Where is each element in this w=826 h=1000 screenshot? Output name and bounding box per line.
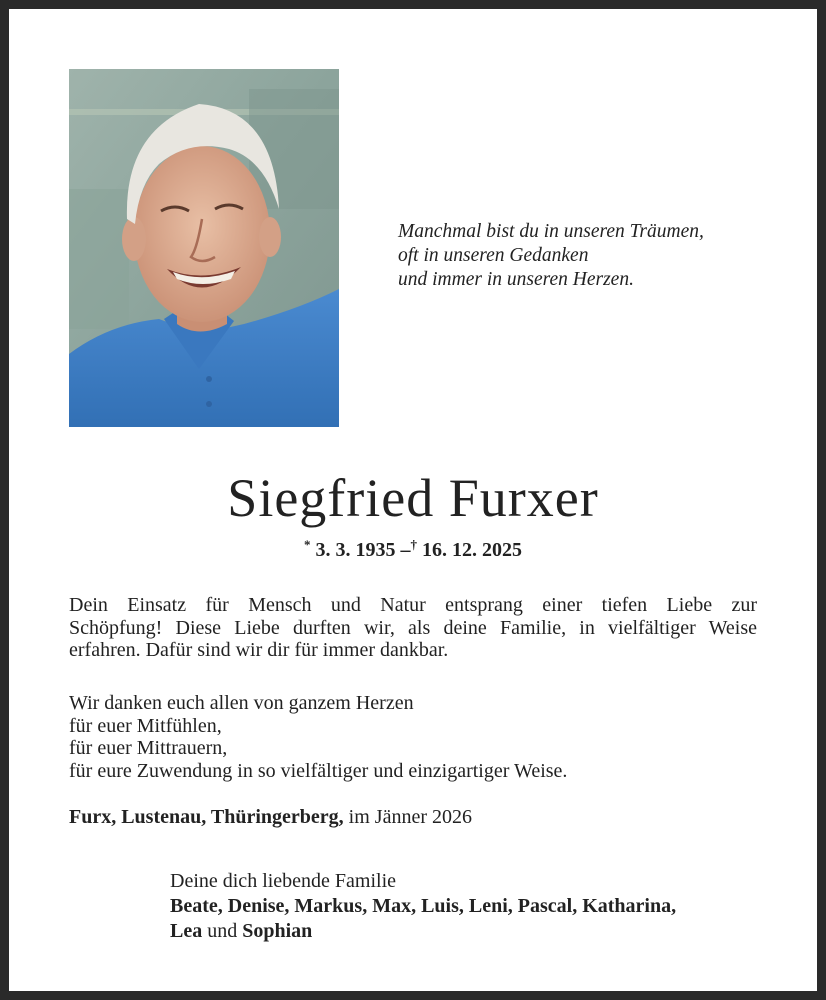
- place-date: im Jänner 2026: [348, 806, 472, 828]
- birth-symbol: *: [304, 537, 311, 552]
- family-names: Beate, Denise, Markus, Max, Luis, Leni, Pascal, Katharina,: [170, 895, 677, 917]
- death-symbol: †: [410, 537, 417, 552]
- paragraph-line: für eure Zuwendung in so vielfältiger und einzigartiger Weise.: [69, 759, 568, 782]
- life-dates: [9, 537, 817, 562]
- family-names-line: [170, 894, 810, 919]
- thanks-paragraph: [69, 692, 757, 782]
- family-name-lea: Lea: [170, 920, 203, 942]
- place-and-date: [69, 806, 769, 829]
- tribute-paragraph: [69, 594, 757, 662]
- portrait-image: [69, 69, 339, 427]
- poem-line: und immer in unseren Herzen.: [398, 269, 634, 290]
- paragraph-line: erfahren. Dafür sind wir dir für immer dankbar.: [69, 639, 449, 661]
- paragraph-line: für euer Mitfühlen,: [69, 714, 222, 737]
- family-conjunction: und: [207, 920, 238, 942]
- poem-line: Manchmal bist du in unseren Träumen,: [398, 221, 704, 242]
- paragraph-line: Dein Einsatz für Mensch und Natur entsprang einer tiefen Liebe zur: [69, 594, 757, 616]
- paragraph-line: Schöpfung! Diese Liebe durften wir, als deine Familie, in vielfältiger Weise: [69, 616, 757, 639]
- paragraph-line: Wir danken euch allen von ganzem Herzen: [69, 692, 414, 714]
- family-signature: [170, 869, 810, 944]
- death-date: 16. 12. 2025: [422, 539, 522, 561]
- place-towns: Furx, Lustenau, Thüringerberg,: [69, 806, 344, 828]
- family-intro: Deine dich liebende Familie: [170, 870, 397, 892]
- obituary-page: [9, 9, 817, 991]
- memorial-poem: [398, 220, 778, 292]
- family-name-sophian: Sophian: [242, 920, 313, 942]
- birth-date: 3. 3. 1935 –: [315, 539, 411, 561]
- poem-line: oft in unseren Gedanken: [398, 245, 589, 266]
- paragraph-line: für euer Mittrauern,: [69, 737, 228, 759]
- portrait-photo: [69, 69, 339, 427]
- deceased-name: Siegfried Furxer: [227, 468, 599, 528]
- family-names-line: [170, 919, 810, 944]
